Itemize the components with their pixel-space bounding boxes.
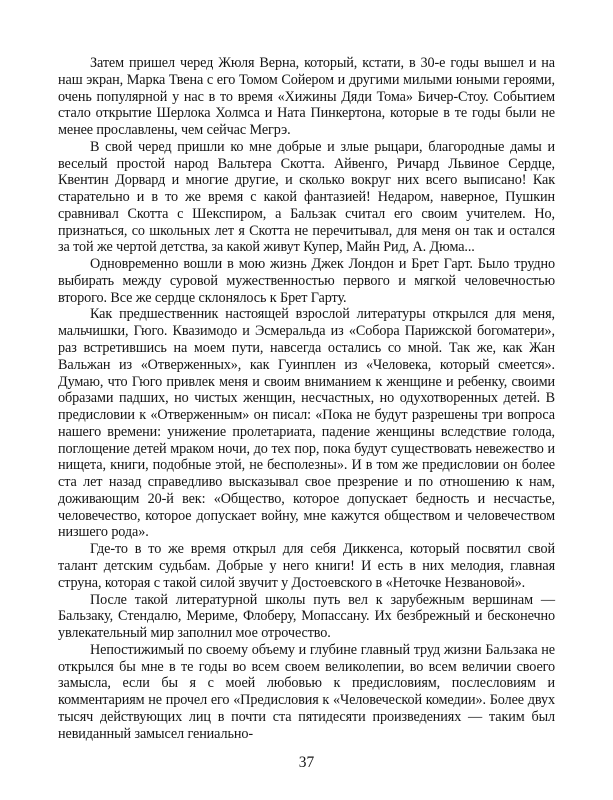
paragraph-london-harte: Одновременно вошли в мою жизнь Джек Лондон и Брет Гарт. Было трудно выбирать между суровой мужественностью первого и мягкой человечностью второго. Все же сердце склонялось к Брет Гарту.	[58, 256, 555, 306]
paragraph-verne-twain: Затем пришел черед Жюля Верна, который, кстати, в 30-е годы вышел и на наш экран, Марка Твена с его Томом Сойером и другими милыми юными героями, очень популярной у нас в то время «Хижины Дяди Тома» Бичер-Стоу. Событием стало открытие Шерлока Холмса и Ната Пинкертона, которые в те годы были не менее прославлены, чем сейчас Мегрэ.	[58, 55, 555, 139]
page-number: 37	[298, 754, 315, 771]
paragraph-dickens: Где-то в то же время открыл для себя Диккенса, который посвятил свой талант детским судьбам. Добрые у него книги! И есть в них мелодия, главная струна, которая с такой силой звучит у Достоевского в «Неточке Незвановой».	[58, 541, 555, 591]
paragraph-hugo: Как предшественник настоящей взрослой литературы открылся для меня, мальчишки, Гюго. Квазимодо и Эсмеральда из «Собора Парижской богоматери», раз встретившись на моем пути, навсегда остались со мной. Так же, как Жан Вальжан из «Отверженных», как Гуинплен из «Человека, который смеется». Думаю, что Гюго привлек меня и своим вниманием к женщине и ребенку, своими образами падших, но чистых женщин, несчастных, но одухотворенных детей. В предисловии к «Отверженным» он писал: «Пока не будут разрешены три вопроса нашего времени: унижение пролетариата, падение женщины вследствие голода, поглощение детей мраком ночи, до тех пор, пока будут существовать невежество и нищета, книги, подобные этой, не бесполезны». И в том же предисловии он более ста лет назад справедливо высказывал свое презрение и по отношению к нам, доживающим 20-й век: «Общество, которое допускает бедность и несчастье, человечество, которое допускает войну, мне кажутся обществом и человечеством низшего рода».	[58, 306, 555, 541]
paragraph-balzac: Непостижимый по своему объему и глубине главный труд жизни Бальзака не открылся бы мне в те годы во всем своем великолепии, во всем величии своего замысла, если бы я с моей любовью к предисловиям, послесловиям и комментариям не прочел его «Предисловия к «Человеческой комедии». Более двух тысяч действующих лиц в почти ста пятидесяти произведениях — таким был невиданный замысел гениально-	[58, 641, 555, 742]
paragraph-walter-scott: В свой черед пришли ко мне добрые и злые рыцари, благородные дамы и веселый простой народ Вальтера Скотта. Айвенго, Ричард Львиное Сердце, Квентин Дорвард и многие другие, и сколько вокруг них всего выписано! Как старательно и в то же время с какой фантазией! Недаром, наверное, Пушкин сравнивал Скотта с Шекспиром, а Бальзак считал его своим учителем. Но, признаться, со школьных лет я Скотта не перечитывал, для меня он так и остался за той же чертой детства, за какой живут Купер, Майн Рид, А. Дюма...	[58, 138, 555, 256]
body-text	[58, 55, 555, 742]
paragraph-foreign-classics: После такой литературной школы путь вел к зарубежным вершинам — Бальзаку, Стендалю, Мериме, Флоберу, Мопассану. Их безбрежный и бесконечно увлекательный мир заполнил мое отрочество.	[58, 591, 555, 642]
